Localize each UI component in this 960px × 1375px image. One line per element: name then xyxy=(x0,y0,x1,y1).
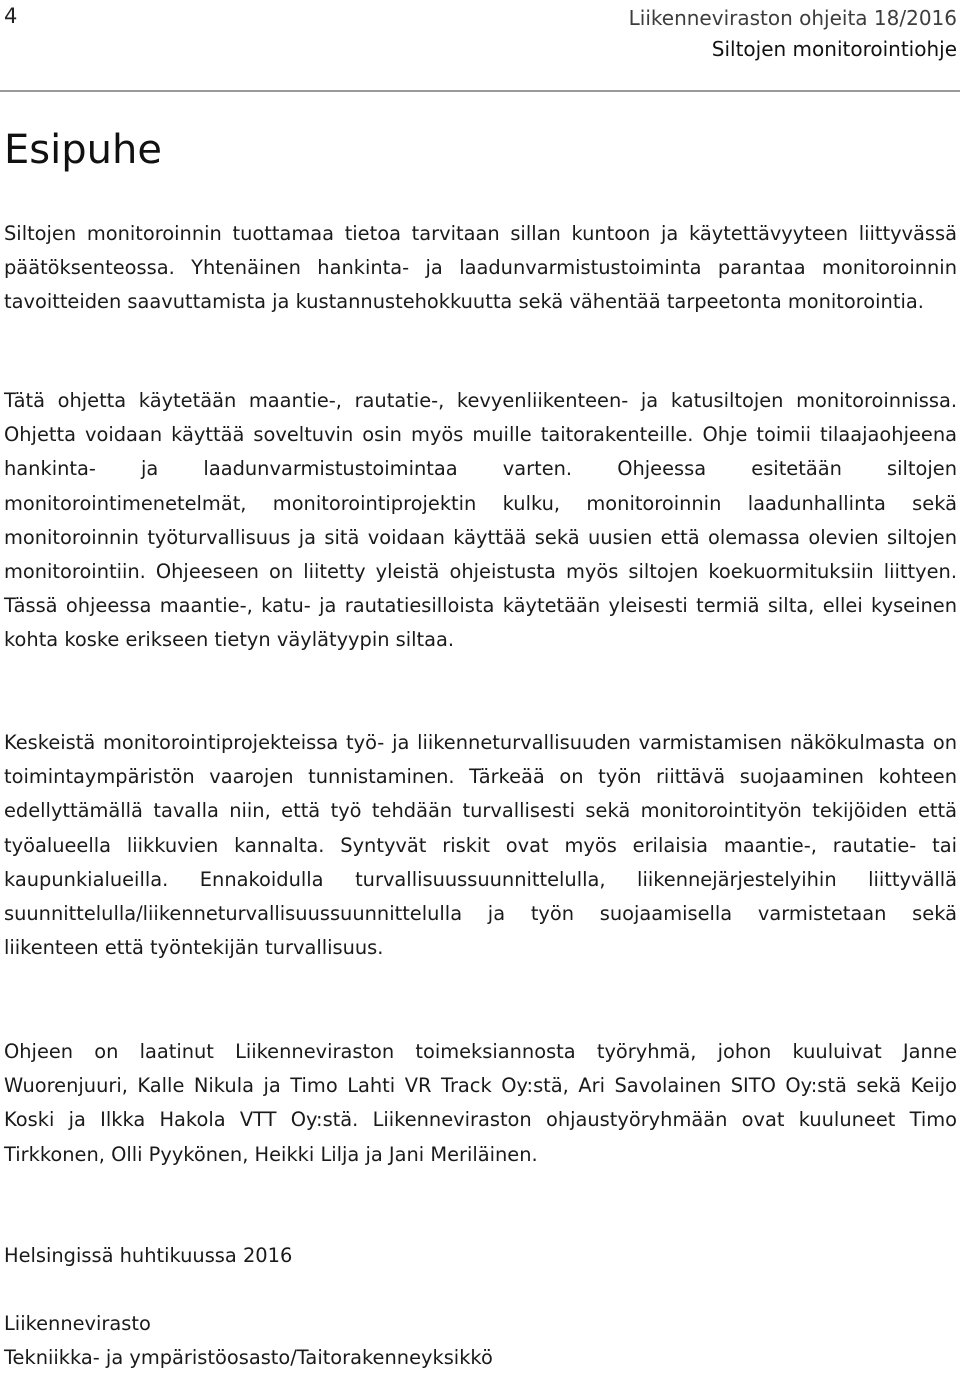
paragraph-1: Siltojen monitoroinnin tuottamaa tietoa tarvitaan sillan kuntoon ja käytettävyyteen liittyvässä päätöksenteossa. Yhtenäinen hankinta- ja laadunvarmistustoiminta parantaa monitoroinnin tavoitteiden saavuttamista ja kustannustehokkuutta sekä vähentää tarpeetonta monitorointia. xyxy=(4,222,957,314)
header-divider xyxy=(0,90,960,92)
running-header xyxy=(629,3,957,65)
signature-block xyxy=(4,1307,957,1375)
header-series: Liikenneviraston ohjeita 18/2016 xyxy=(628,6,957,30)
signature-organization: Liikennevirasto xyxy=(4,1312,151,1335)
page-number: 4 xyxy=(4,4,18,28)
signature-department: Tekniikka- ja ympäristöosasto/Taitorakenneyksikkö xyxy=(4,1346,493,1370)
page-heading: Esipuhe xyxy=(4,127,162,173)
place-date: Helsingissä huhtikuussa 2016 xyxy=(4,1244,293,1267)
header-title: Siltojen monitorointiohje xyxy=(711,37,957,61)
paragraph-3: Keskeistä monitorointiprojekteissa työ- ja liikenneturvallisuuden varmistamisen näkökulmasta on toimintaympäristön vaarojen tunnistaminen. Tärkeää on työn riittävä suojaaminen kohteen edellyttämällä tavalla niin, että työ tehdään turvallisesti sekä monitorointityön tekijöiden että työalueella liikkuvien kannalta. Syntyvät riskit ovat myös erilaisia maantie-, rautatie- tai kaupunkialueilla. Ennakoidulla turvallisuussuunnittelulla, liikennejärjestelyihin liittyvällä suunnittelulla/liikenneturvallisuussuunnittelulla ja työn suojaamisella varmistetaan sekä liikenteen että työntekijän turvallisuus. xyxy=(4,731,957,960)
paragraph-2: Tätä ohjetta käytetään maantie-, rautatie-, kevyenliikenteen- ja katusiltojen monitoroinnissa. Ohjetta voidaan käyttää soveltuvin osin myös muille taitorakenteille. Ohje toimii tilaajaohjeena hankinta- ja laadunvarmistustoimintaa varten. Ohjeessa esitetään siltojen monitorointimenetelmät, monitorointiprojektin kulku, monitoroinnin laadunhallinta sekä monitoroinnin työturvallisuus ja sitä voidaan käyttää sekä uusien että olemassa olevien siltojen monitorointiin. Ohjeeseen on liitetty yleistä ohjeistusta myös siltojen koekuormituksiin liittyen. Tässä ohjeessa maantie-, katu- ja rautatiesilloista käytetään yleisesti termiä silta, ellei kyseinen kohta koske erikseen tietyn väylätyypin siltaa. xyxy=(4,389,957,652)
paragraph-4: Ohjeen on laatinut Liikenneviraston toimeksiannosta työryhmä, johon kuuluivat Janne Wuorenjuuri, Kalle Nikula ja Timo Lahti VR Track Oy:stä, Ari Savolainen SITO Oy:stä sekä Keijo Koski ja Ilkka Hakola VTT Oy:stä. Liikenneviraston ohjaustyöryhmään ovat kuuluneet Timo Tirkkonen, Olli Pyykönen, Heikki Lilja ja Jani Meriläinen. xyxy=(4,1040,957,1166)
